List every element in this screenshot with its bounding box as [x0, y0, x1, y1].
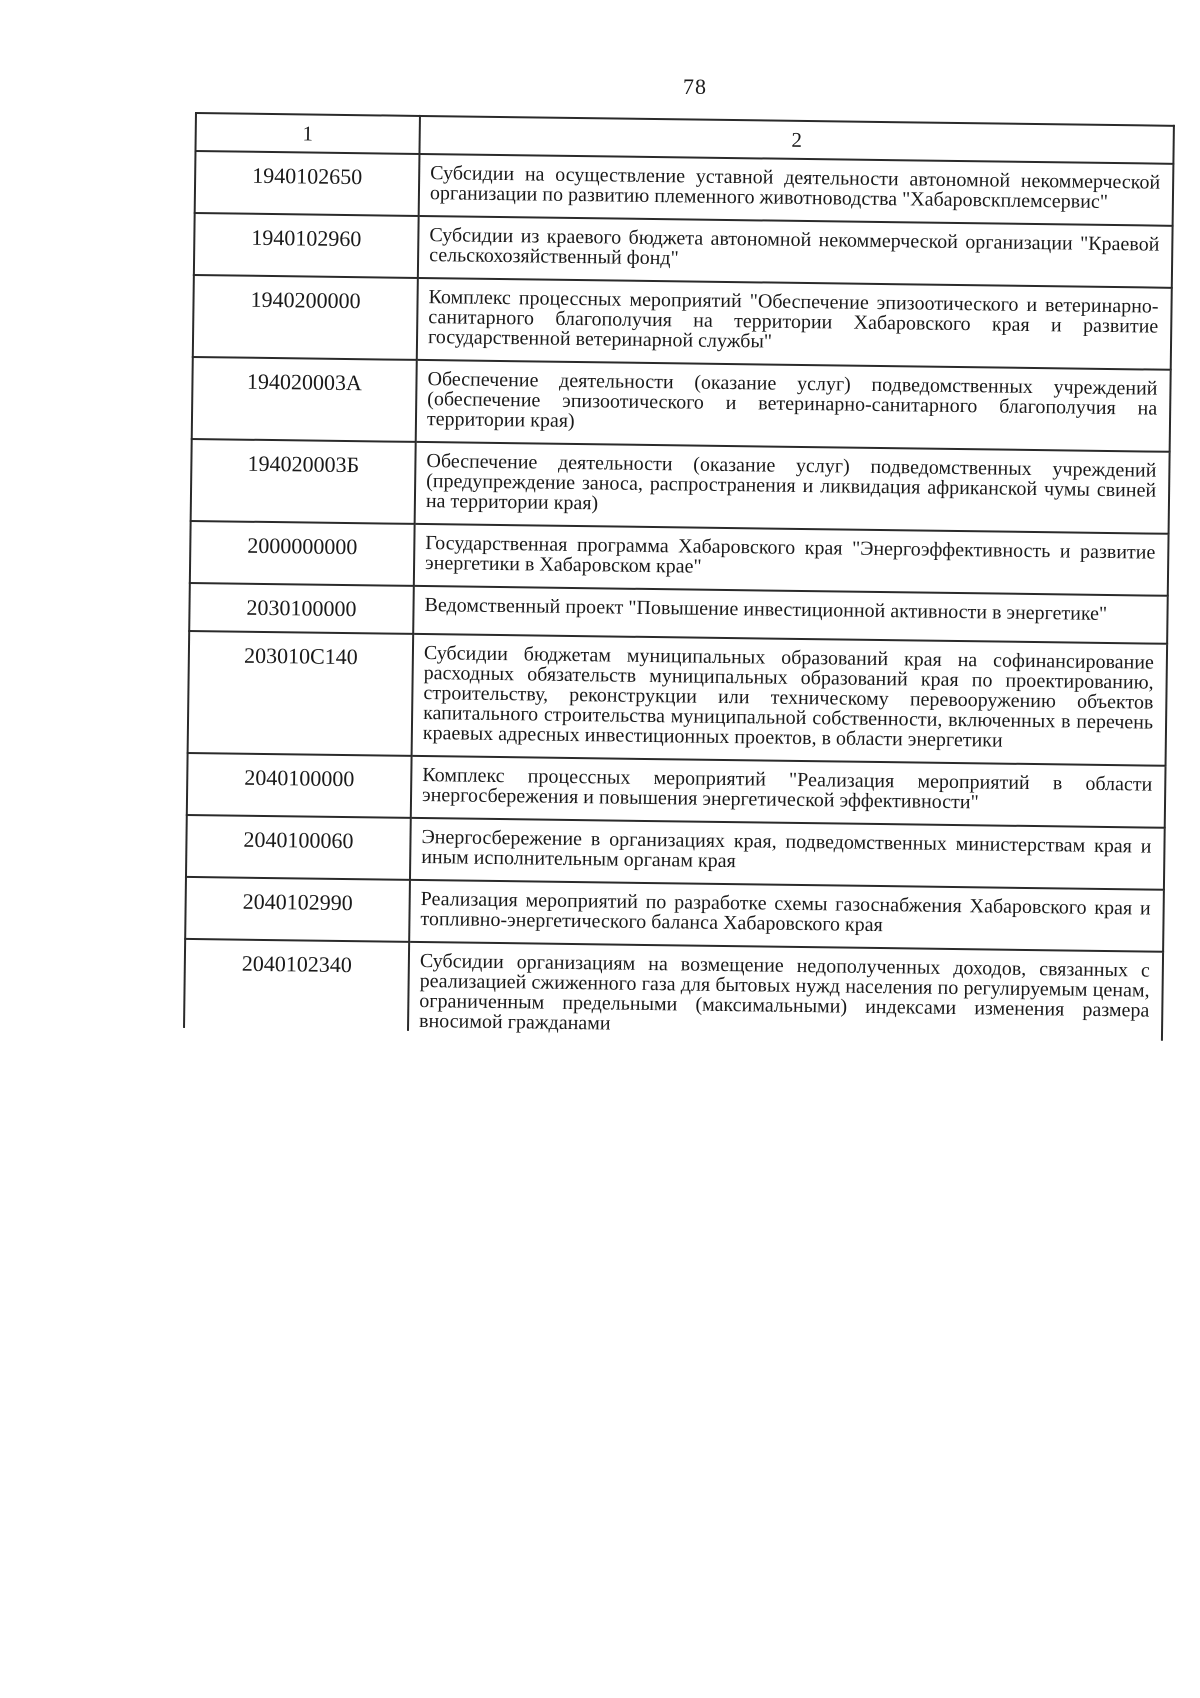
row-description: Реализация мероприятий по разработке схемы газоснабжения Хабаровского края и топливно-энергетического баланса Хабаровского края — [409, 880, 1164, 952]
table-row — [184, 939, 1163, 1041]
row-description: Субсидии на осуществление уставной деятельности автономной некоммерческой организации по развитию племенного животноводства "Хабаровскплемсервис" — [419, 154, 1174, 226]
row-description: Комплекс процессных мероприятий "Обеспечение эпизоотического и ветеринарно-санитарного благополучия на территории Хабаровского края и развитие государственной ветеринарной службы" — [417, 278, 1172, 370]
row-code: 2000000000 — [190, 521, 415, 586]
row-description: Комплекс процессных мероприятий "Реализация мероприятий в области энергосбережения и повышения энергетической эффективности" — [411, 756, 1166, 828]
row-description: Обеспечение деятельности (оказание услуг) подведомственных учреждений (обеспечение эпизоотического и ветеринарно-санитарного благополучия на территории края) — [416, 360, 1171, 452]
table-row — [188, 631, 1168, 766]
row-description: Обеспечение деятельности (оказание услуг) подведомственных учреждений (предупреждение заноса, распространения и ликвидация африканской чумы свиней на территории края) — [415, 442, 1170, 534]
row-code: 194020003А — [192, 357, 417, 442]
page-number: 78 — [683, 74, 707, 99]
row-code: 194020003Б — [191, 439, 416, 524]
row-code: 2030100000 — [189, 583, 414, 634]
row-description: Ведомственный проект "Повышение инвестиционной активности в энергетике" — [413, 586, 1168, 644]
row-code: 1940102960 — [194, 213, 419, 278]
row-description: Государственная программа Хабаровского края "Энергоэффективность и развитие энергетики в Хабаровском крае" — [414, 524, 1169, 596]
row-code: 2040100000 — [187, 753, 412, 818]
row-code: 1940102650 — [195, 151, 420, 216]
table-row — [192, 357, 1171, 452]
row-description: Субсидии бюджетам муниципальных образований края на софинансирование расходных обязательств муниципальных образований края по проектированию, строительству, реконструкции или техническому перевооружению объектов капитального строительства муниципальной собственности, включенных в перечень краевых адресных инвестиционных проектов, в области энергетики — [412, 634, 1168, 766]
table-row — [193, 275, 1172, 370]
budget-classification-table — [183, 112, 1175, 1041]
column-header-2: 2 — [419, 116, 1173, 164]
row-code: 1940200000 — [193, 275, 418, 360]
row-code: 2040102340 — [184, 939, 409, 1031]
row-description: Субсидии организациям на возмещение недополученных доходов, связанных с реализацией сжиженного газа для бытовых нужд населения по регулируемым ценам, ограниченным предельными (максимальными) индексами изменения размера вносимой гражданами — [408, 942, 1163, 1041]
row-code: 2040100060 — [186, 815, 411, 880]
row-description: Субсидии из краевого бюджета автономной некоммерческой организации "Краевой сельскохозяйственный фонд" — [418, 216, 1173, 288]
column-header-1: 1 — [195, 113, 419, 154]
table-row — [191, 439, 1170, 534]
row-description: Энергосбережение в организациях края, подведомственных министерствам края и иным исполнительным органам края — [410, 818, 1165, 890]
row-code: 2040102990 — [185, 877, 410, 942]
row-code: 203010С140 — [188, 631, 414, 756]
